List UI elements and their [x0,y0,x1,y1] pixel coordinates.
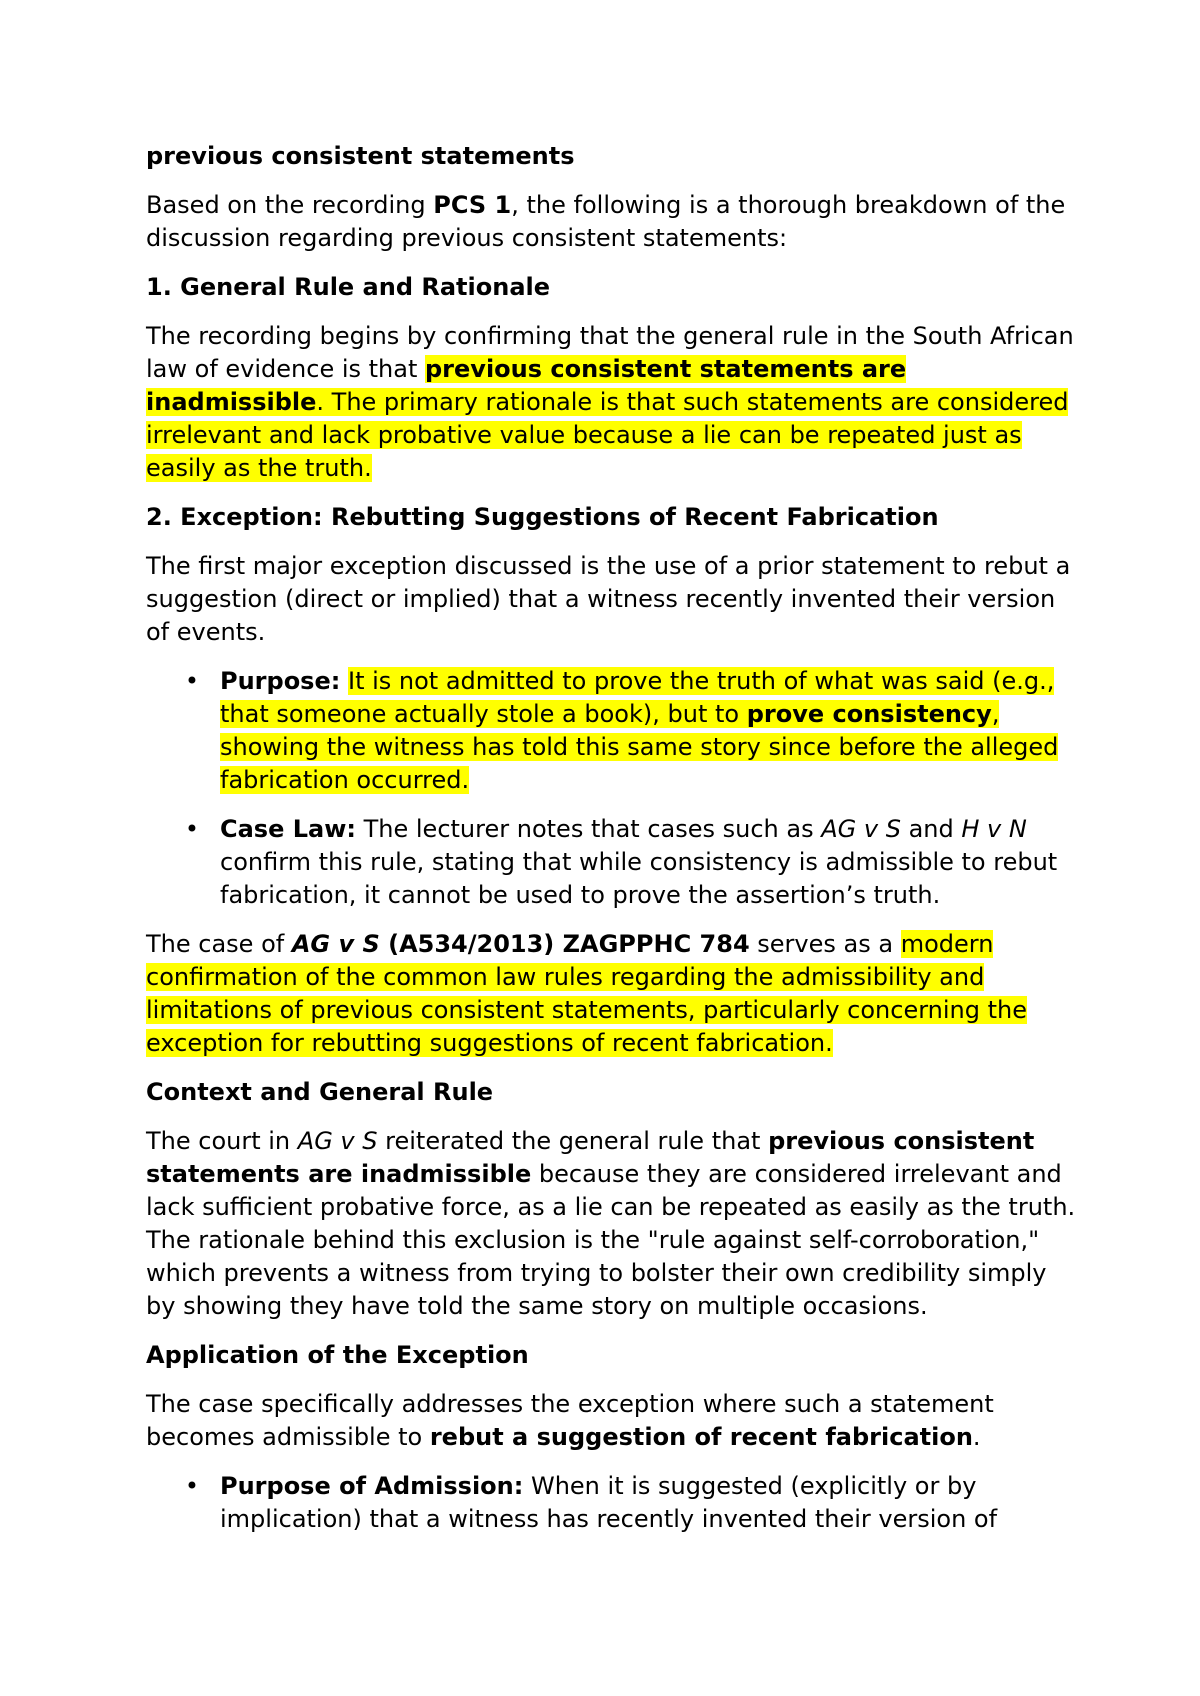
bullet-highlight-text-end: , showing the witness has told this same story since before the alleged fabrication occurred. [220,700,1059,794]
section-2-bullet-list [146,665,1076,912]
bullet-highlight-bold: prove consistency [746,700,992,728]
bullet-highlight-text: It is not admitted to prove the truth of what was said (e.g., that someone actually stole a book), but to [220,667,1055,728]
list-item [146,813,1076,912]
section-3-text-end: because they are considered irrelevant and lack sufficient probative force, as a lie can be repeated as easily as the truth. The rationale behind this exclusion is the "rule against self-corroboration," which prevents a witness from trying to bolster their own credibility simply by showing they have told the same story on multiple occasions. [146,1160,1076,1320]
section-2-heading: 2. Exception: Rebutting Suggestions of Recent Fabrication [146,503,939,531]
section-2-paragraph: The first major exception discussed is the use of a prior statement to rebut a suggestion (direct or implied) that a witness recently invented their version of events. [146,552,1071,646]
list-item [146,665,1076,797]
list-item [146,1470,1076,1536]
section-3-text: The court in [146,1127,298,1155]
case-citation [292,930,750,958]
case-text: serves as a [749,930,901,958]
case-reference: (A534/2013) ZAGPPHC 784 [379,930,750,958]
bullet-label: Purpose of Admission: [220,1472,524,1500]
section-3-paragraph [146,1125,1076,1323]
section-1-highlight-bold: previous consistent statements are inadmissible [146,355,907,416]
section-1-paragraph [146,320,1076,485]
bullet-text: and [900,815,962,843]
recording-name: PCS 1 [433,191,512,219]
case-name: H v N [961,815,1027,843]
bullet-text: When it is suggested (explicitly or by implication) that a witness has recently invented their version of [220,1472,998,1533]
document-title: previous consistent statements [146,142,575,170]
document-page [146,140,1076,1552]
section-1-text: The recording begins by confirming that the general rule in the South African law of evidence is that [146,322,1074,383]
bullet-icon: • [184,1472,200,1500]
bullet-label: Case Law: [220,815,356,843]
case-name: AG v S [291,930,380,958]
intro-paragraph [146,189,1076,255]
case-paragraph [146,928,1076,1060]
section-3-bold: previous consistent statements are inadmissible [146,1127,1035,1188]
bullet-label: Purpose: [220,667,341,695]
bullet-text: The lecturer notes that cases such as [363,815,822,843]
section-1-heading: 1. General Rule and Rationale [146,273,551,301]
bullet-highlight [220,667,1058,794]
section-4-bold: rebut a suggestion of recent fabrication [429,1423,973,1451]
case-highlight: modern confirmation of the common law rules regarding the admissibility and limitations of previous consistent statements, particularly concerning the exception for rebutting suggestions of recent fabrication. [146,930,1027,1057]
section-4-text: The case specifically addresses the exception where such a statement becomes admissible to [146,1390,994,1451]
section-4-bullet-list [146,1470,1076,1536]
case-name: AG v S [821,815,901,843]
bullet-icon: • [184,815,200,843]
section-1-highlight-text: . The primary rationale is that such statements are considered irrelevant and lack probative value because a lie can be repeated just as easily as the truth. [146,388,1069,482]
bullet-icon: • [184,667,200,695]
case-name: AG v S [297,1127,378,1155]
intro-text-end: , the following is a thorough breakdown of the discussion regarding previous consistent statements: [146,191,1066,252]
section-3-text: reiterated the general rule that [377,1127,769,1155]
section-3-heading: Context and General Rule [146,1078,494,1106]
section-4-heading: Application of the Exception [146,1341,529,1369]
intro-text: Based on the recording [146,191,434,219]
section-4-text-end: . [972,1423,981,1451]
case-text: The case of [146,930,292,958]
section-4-paragraph [146,1388,1076,1454]
bullet-text: confirm this rule, stating that while consistency is admissible to rebut fabrication, it cannot be used to prove the assertion’s truth. [220,848,1058,909]
